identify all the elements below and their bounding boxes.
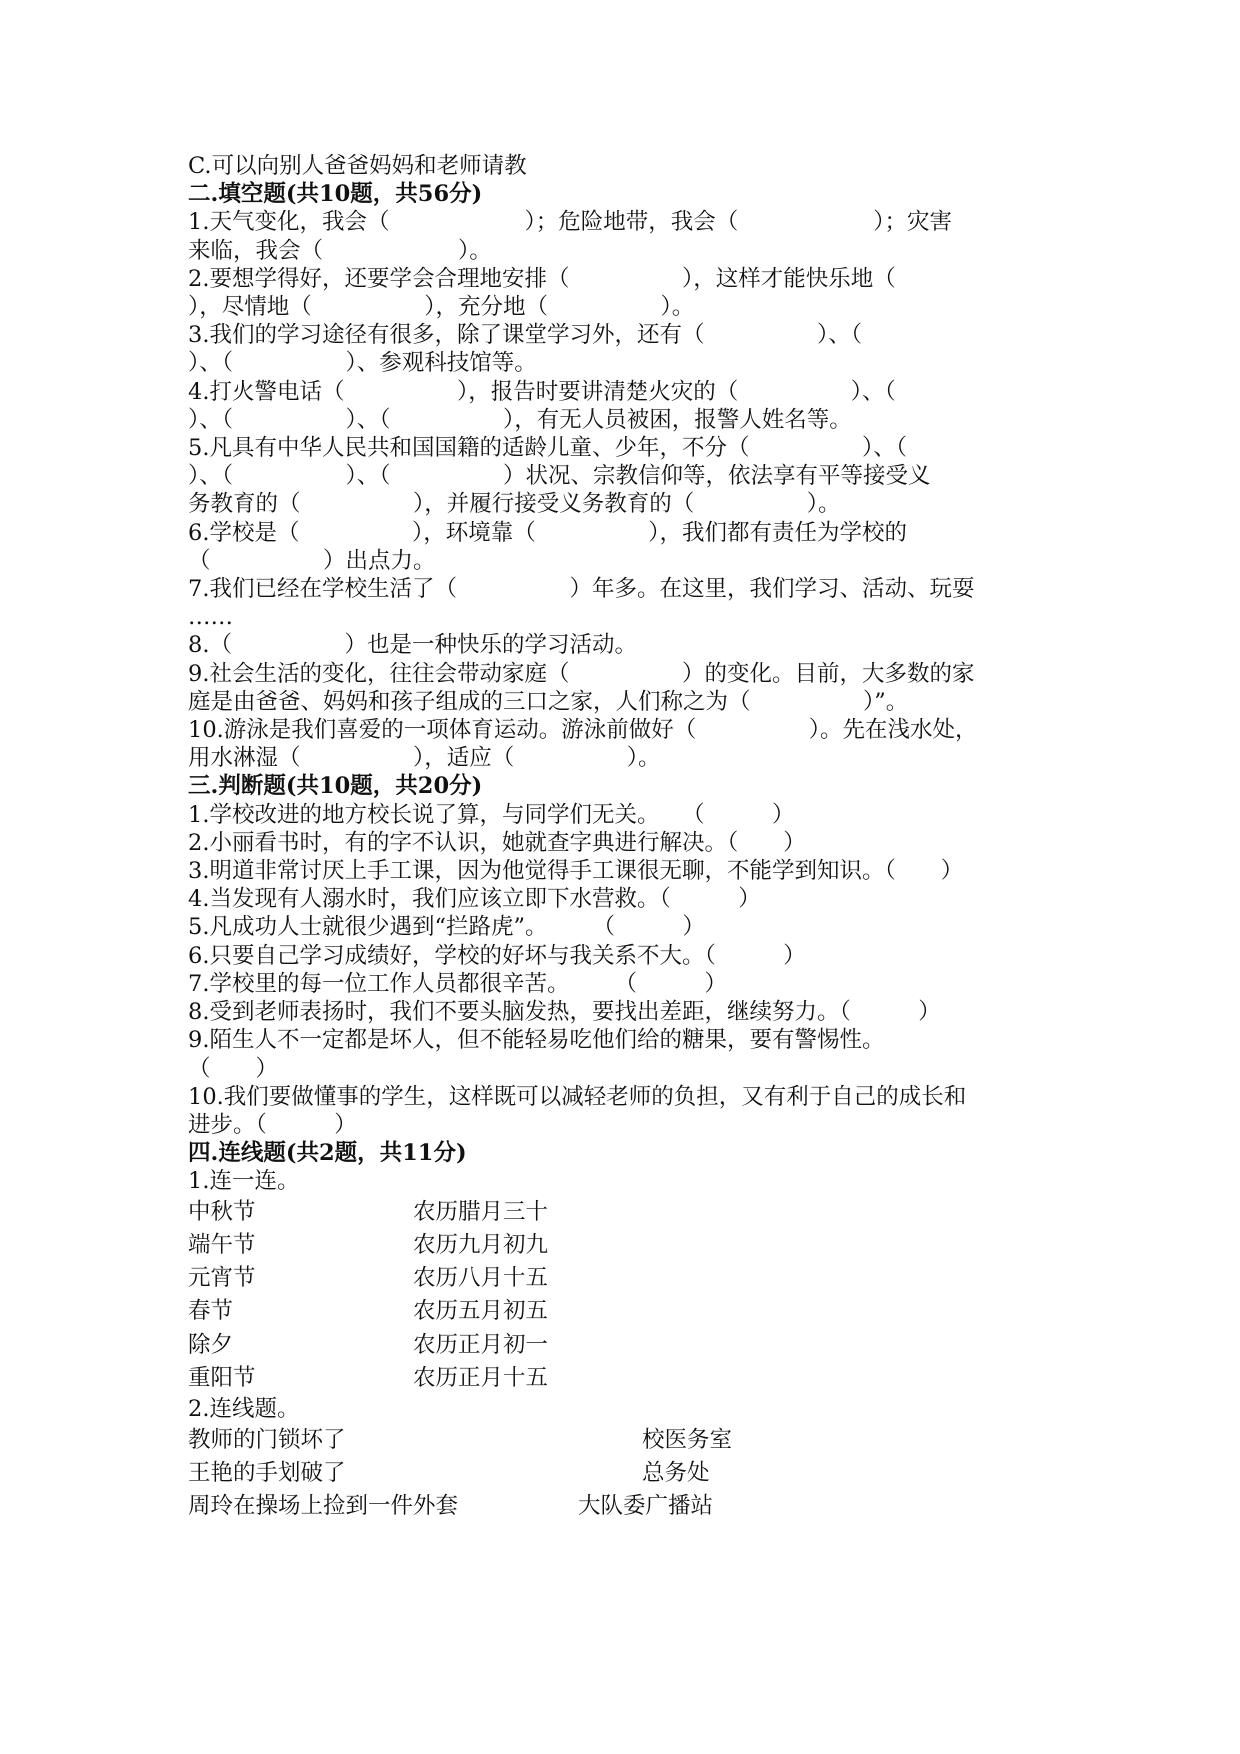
festival-name: 中秋节	[188, 1198, 256, 1225]
school-office: 校医务室	[642, 1426, 733, 1453]
question-line: 8.（ ）也是一种快乐的学习活动。	[188, 632, 637, 659]
lunar-date: 农历腊月三十	[413, 1198, 549, 1225]
fill-blank-questions	[188, 208, 1058, 772]
lunar-date: 农历八月十五	[413, 1265, 549, 1292]
question-line: 3.明道非常讨厌上手工课，因为他觉得手工课很无聊，不能学到知识。（ ）	[188, 858, 964, 885]
question-line: 7.我们已经在学校生活了（ ）年多。在这里，我们学习、活动、玩耍	[188, 576, 975, 603]
question-line: 9.陌生人不一定都是坏人，但不能轻易吃他们给的糖果，要有警惕性。	[188, 1027, 885, 1054]
question-line: 5.凡成功人士就很少遇到“拦路虎”。 （ ）	[188, 914, 705, 941]
lunar-date: 农历九月初九	[413, 1231, 549, 1258]
question-line: 进步。（ ）	[188, 1111, 357, 1138]
festival-name: 除夕	[188, 1331, 234, 1358]
matching-question-2-title: 2.连线题。	[188, 1396, 300, 1423]
option-c: C.可以向别人爸爸妈妈和老师请教	[188, 153, 527, 179]
question-line: 4.当发现有人溺水时，我们应该立即下水营救。（ ）	[188, 886, 761, 913]
section-heading-matching: 四.连线题(共2题，共11分)	[188, 1140, 467, 1167]
question-line: ）、（ ）、（ ）状况、宗教信仰等，依法享有平等接受义	[188, 463, 931, 490]
lunar-date: 农历五月初五	[413, 1298, 549, 1325]
section-heading-judgement: 三.判断题(共10题，共20分)	[188, 773, 483, 800]
question-line: ）、（ ）、参观科技馆等。	[188, 350, 537, 377]
question-line: 3.我们的学习途径有很多，除了课堂学习外，还有（ ）、（	[188, 322, 862, 349]
question-line: ）、（ ）、（ ），有无人员被困，报警人姓名等。	[188, 406, 852, 433]
matching-pair	[188, 1262, 1058, 1295]
question-line: 9.社会生活的变化，往往会带动家庭（ ）的变化。目前，大多数的家	[188, 660, 975, 687]
judgement-questions	[188, 801, 1058, 1139]
question-line: 1.学校改进的地方校长说了算，与同学们无关。 （ ）	[188, 801, 795, 828]
question-line: （ ）	[188, 1055, 279, 1082]
question-line: 2.要想学得好，还要学会合理地安排（ ），这样才能快乐地（	[188, 265, 896, 292]
question-line: ），尽情地（ ），充分地（ ）。	[188, 294, 695, 321]
question-line: 7.学校里的每一位工作人员都很辛苦。 （ ）	[188, 970, 727, 997]
question-line: 2.小丽看书时，有的字不认识，她就查字典进行解决。（ ）	[188, 829, 806, 856]
school-office: 大队委广播站	[578, 1493, 714, 1520]
lunar-date: 农历正月初一	[413, 1331, 549, 1358]
question-line: 庭是由爸爸、妈妈和孩子组成的三口之家，人们称之为（ ）”。	[188, 688, 909, 715]
matching-pair	[188, 1424, 1058, 1457]
school-office: 总务处	[642, 1459, 710, 1486]
matching-pair	[188, 1490, 1058, 1523]
matching-pair	[188, 1196, 1058, 1229]
question-line: 10.游泳是我们喜爱的一项体育运动。游泳前做好（ ）。先在浅水处，	[188, 717, 978, 744]
lunar-date: 农历正月十五	[413, 1365, 549, 1391]
question-line: 4.打火警电话（ ），报告时要讲清楚火灾的（ ）、（	[188, 378, 896, 405]
matching-pair	[188, 1362, 1058, 1395]
question-line: 用水淋湿（ ），适应（ ）。	[188, 745, 661, 772]
festival-name: 元宵节	[188, 1265, 256, 1292]
situation-text: 王艳的手划破了	[188, 1459, 346, 1486]
festival-name: 端午节	[188, 1231, 256, 1258]
festival-name: 春节	[188, 1298, 234, 1325]
festival-name: 重阳节	[188, 1365, 256, 1391]
question-line: （ ）出点力。	[188, 547, 436, 574]
question-line: 务教育的（ ），并履行接受义务教育的（ ）。	[188, 491, 841, 518]
matching-pair	[188, 1329, 1058, 1362]
matching-list-festivals	[188, 1196, 1058, 1396]
question-line: ……	[188, 604, 233, 631]
matching-question-1-title: 1.连一连。	[188, 1168, 300, 1195]
question-line: 来临，我会（ ）。	[188, 237, 492, 264]
matching-list-situations	[188, 1424, 1058, 1524]
question-line: 6.只要自己学习成绩好，学校的好坏与我关系不大。（ ）	[188, 942, 806, 969]
situation-text: 周玲在操场上捡到一件外套	[188, 1493, 459, 1520]
question-line: 10.我们要做懂事的学生，这样既可以减轻老师的负担，又有利于自己的成长和	[188, 1083, 967, 1110]
situation-text: 教师的门锁坏了	[188, 1426, 346, 1453]
worksheet-page	[188, 152, 1058, 1523]
section-heading-fill-blank: 二.填空题(共10题，共56分)	[188, 181, 483, 208]
matching-pair	[188, 1229, 1058, 1262]
matching-pair	[188, 1295, 1058, 1328]
question-line: 6.学校是（ ），环境靠（ ），我们都有责任为学校的	[188, 519, 907, 546]
matching-pair	[188, 1457, 1058, 1490]
question-line: 8.受到老师表扬时，我们不要头脑发热，要找出差距，继续努力。（ ）	[188, 999, 941, 1026]
question-line: 1.天气变化，我会（ ）；危险地带，我会（ ）；灾害	[188, 209, 952, 236]
question-line: 5.凡具有中华人民共和国国籍的适龄儿童、少年，不分（ ）、（	[188, 435, 907, 462]
